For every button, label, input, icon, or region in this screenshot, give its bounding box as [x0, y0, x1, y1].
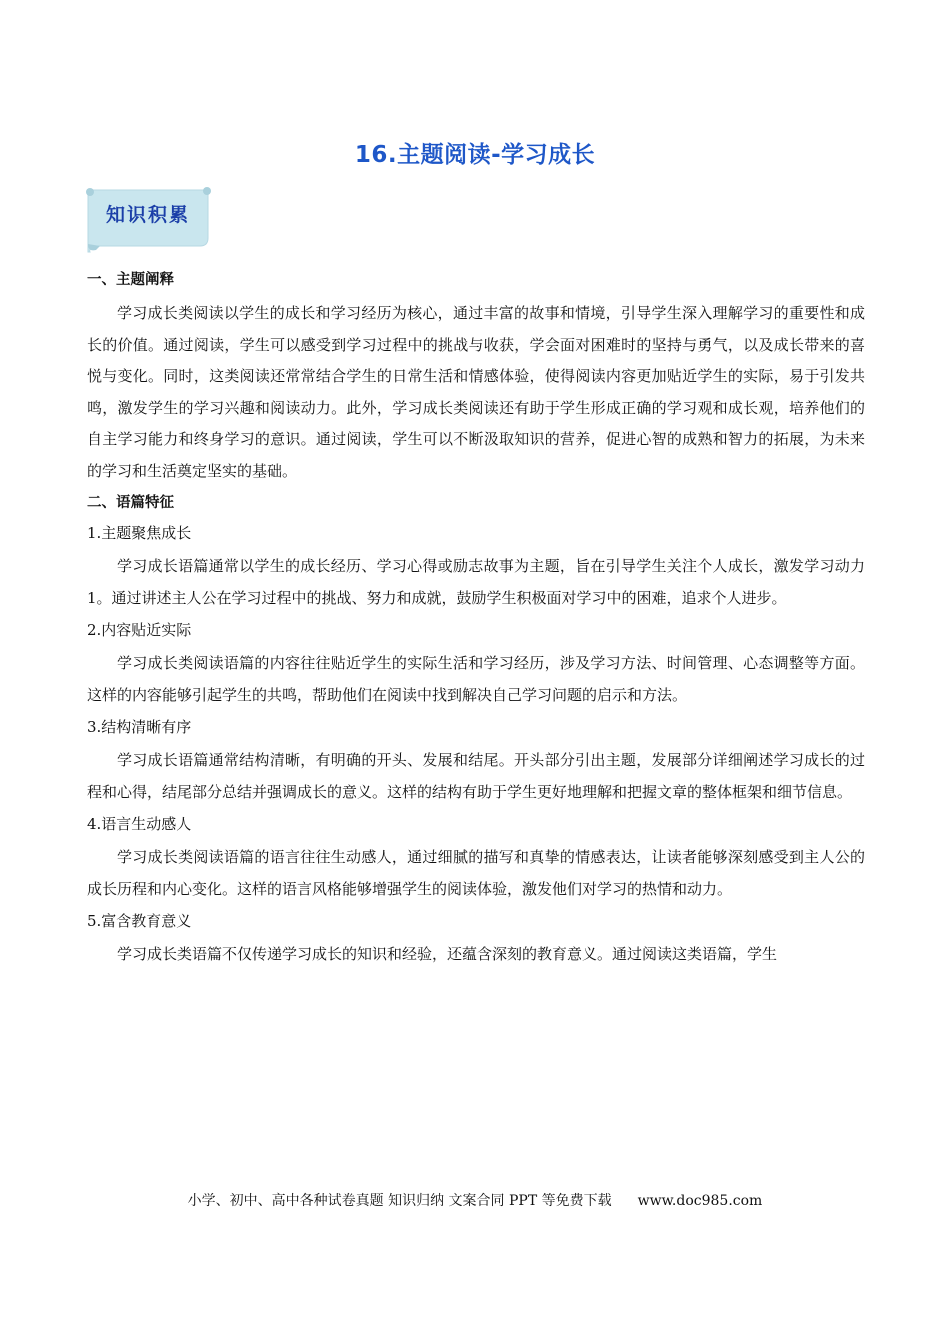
item-5-paragraph: 学习成长类语篇不仅传递学习成长的知识和经验，还蕴含深刻的教育意义。通过阅读这类语篇，学生	[117, 945, 778, 963]
section-heading-2: 二、语篇特征	[87, 495, 174, 511]
page-footer	[0, 1190, 950, 1210]
footer-text: 小学、初中、高中各种试卷真题 知识归纳 文案合同 PPT 等免费下载	[187, 1193, 612, 1209]
badge-label: 知识积累	[105, 204, 190, 226]
section-badge	[84, 186, 212, 254]
item-2-paragraph: 学习成长类阅读语篇的内容往往贴近学生的实际生活和学习经历，涉及学习方法、时间管理、心态调整等方面。这样的内容能够引起学生的共鸣，帮助他们在阅读中找到解决自己学习问题的启示和方法。	[87, 654, 865, 704]
item-4-paragraph: 学习成长类阅读语篇的语言往往生动感人，通过细腻的描写和真挚的情感表达，让读者能够深刻感受到主人公的成长历程和内心变化。这样的语言风格能够增强学生的阅读体验，激发他们对学习的热情和动力。	[87, 848, 865, 898]
section-heading-1: 一、主题阐释	[87, 272, 174, 288]
article-body	[87, 268, 865, 975]
item-1-title: 1.主题聚焦成长	[87, 524, 192, 542]
item-3-title: 3.结构清晰有序	[87, 718, 192, 736]
section-1-paragraph: 学习成长类阅读以学生的成长和学习经历为核心，通过丰富的故事和情境，引导学生深入理解学习的重要性和成长的价值。通过阅读，学生可以感受到学习过程中的挑战与收获，学会面对困难时的坚持与勇气，以及成长带来的喜悦与变化。同时，这类阅读还常常结合学生的日常生活和情感体验，使得阅读内容更加贴近学生的实际，易于引发共鸣，激发学生的学习兴趣和阅读动力。此外，学习成长类阅读还有助于学生形成正确的学习观和成长观，培养他们的自主学习能力和终身学习的意识。通过阅读，学生可以不断汲取知识的营养，促进心智的成熟和智力的拓展，为未来的学习和生活奠定坚实的基础。	[87, 304, 865, 480]
footer-link[interactable]: www.doc985.com	[637, 1193, 763, 1209]
page-title: 16.主题阅读-学习成长	[354, 142, 596, 168]
item-4-title: 4.语言生动感人	[87, 815, 192, 833]
item-2-title: 2.内容贴近实际	[87, 621, 192, 639]
item-5-title: 5.富含教育意义	[87, 912, 192, 930]
item-3-paragraph: 学习成长语篇通常结构清晰，有明确的开头、发展和结尾。开头部分引出主题，发展部分详细阐述学习成长的过程和心得，结尾部分总结并强调成长的意义。这样的结构有助于学生更好地理解和把握文章的整体框架和细节信息。	[87, 751, 865, 801]
item-1-paragraph: 学习成长语篇通常以学生的成长经历、学习心得或励志故事为主题，旨在引导学生关注个人成长，激发学习动力1。通过讲述主人公在学习过程中的挑战、努力和成就，鼓励学生积极面对学习中的困难，追求个人进步。	[87, 557, 865, 607]
